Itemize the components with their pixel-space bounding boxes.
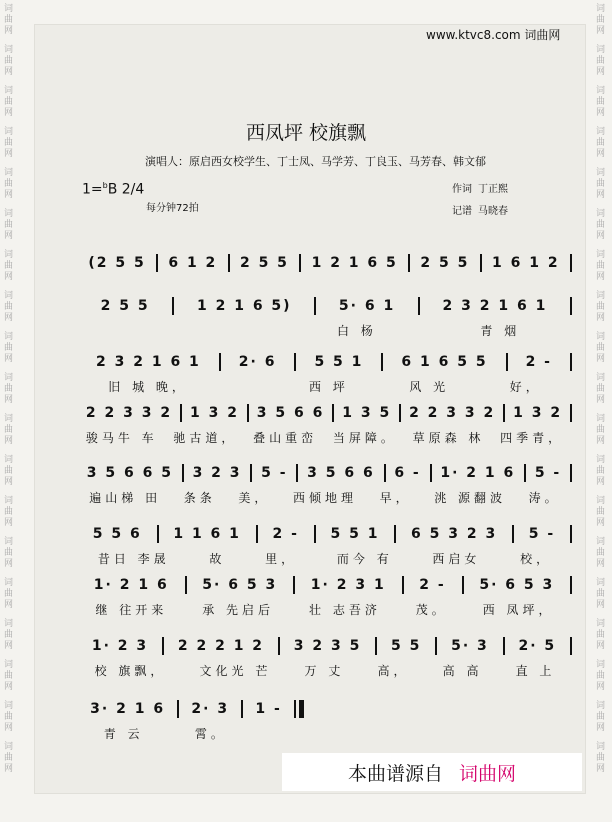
- measure: 5 5 6: [92, 526, 142, 542]
- watermark-cell: 词曲网: [4, 660, 14, 692]
- measure: 2 -: [525, 354, 552, 370]
- measure: 2 5 5: [420, 255, 470, 271]
- measure: 1· 2 3: [91, 638, 149, 654]
- watermark-cell: 词曲网: [4, 45, 14, 77]
- measure: 1 6 1 2: [492, 255, 560, 271]
- watermark-cell: 词曲网: [596, 455, 606, 487]
- watermark-cell: 词曲网: [596, 578, 606, 610]
- watermark-cell: 词曲网: [596, 250, 606, 282]
- measure: 5 -: [261, 465, 288, 481]
- score-line: [78, 296, 572, 338]
- lyric: 涛。: [528, 491, 561, 505]
- lyric: 美，: [238, 491, 271, 505]
- source-brand-link[interactable]: 词曲网: [459, 762, 517, 785]
- measure: 1· 2 1 6: [93, 577, 169, 593]
- lyric: 里，: [265, 552, 298, 566]
- measure: 3· 2 1 6: [90, 701, 166, 717]
- watermark-cell: 词曲网: [4, 127, 14, 159]
- watermark-cell: 词曲网: [4, 537, 14, 569]
- lyric: 西启女: [432, 552, 481, 566]
- measure: 2 2 3 3 2: [85, 405, 173, 421]
- watermark-cell: 词曲网: [4, 291, 14, 323]
- barline: [570, 404, 572, 422]
- watermark-cell: 词曲网: [596, 373, 606, 405]
- lyric: 青 云: [103, 727, 144, 741]
- lyric: 当屏障。: [332, 431, 397, 445]
- watermark-cell: 词曲网: [596, 168, 606, 200]
- measure: 1 2 1 6 5: [311, 255, 398, 271]
- measure: 2 5 5: [100, 298, 150, 314]
- lyric: [78, 322, 182, 338]
- watermark-cell: 词曲网: [4, 86, 14, 118]
- watermark-cell: 词曲网: [4, 619, 14, 651]
- lyric: [253, 725, 304, 741]
- score-line: [78, 524, 572, 566]
- measure: 2 5 5: [239, 255, 289, 271]
- score-line: [78, 463, 572, 505]
- barline: [294, 700, 296, 718]
- lyric: 白 杨: [336, 324, 377, 338]
- watermark-cell: 词曲网: [4, 4, 14, 36]
- watermark-cell: 词曲网: [596, 86, 606, 118]
- lyric: 西倾地理: [292, 491, 357, 505]
- measure: 1 2 1 6 5): [196, 298, 292, 314]
- site-url[interactable]: www.ktvc8.com 词曲网: [426, 28, 561, 42]
- lyric: 草原森 林: [412, 431, 485, 445]
- lyric: 继 往开来: [95, 603, 168, 617]
- measure: 2 3 2 1 6 1: [442, 298, 548, 314]
- lyric: 旧 城 晚，: [108, 380, 188, 394]
- source-label: 本曲谱源自: [347, 762, 443, 785]
- measure: 1 3 2: [513, 405, 563, 421]
- score-line: [78, 253, 572, 273]
- measure: 2 -: [419, 577, 446, 593]
- measure: 5 -: [534, 465, 562, 481]
- watermark-cell: 词曲网: [596, 414, 606, 446]
- lyric: 昔日 李晟: [97, 552, 170, 566]
- lyric: 西 坪: [308, 380, 349, 394]
- song-title: 西凤坪 校旗飘: [245, 122, 367, 144]
- measure: 3 5 6 6: [307, 465, 375, 481]
- watermark-cell: 词曲网: [596, 537, 606, 569]
- watermark-cell: 词曲网: [596, 291, 606, 323]
- watermark-cell: 词曲网: [4, 496, 14, 528]
- score-line: [78, 575, 572, 617]
- measure: 3 2 3 5: [293, 638, 362, 654]
- watermark-cell: 词曲网: [4, 455, 14, 487]
- final-barline: [299, 700, 304, 718]
- lyric: 风 光: [409, 380, 450, 394]
- measure: 2· 5: [518, 638, 557, 654]
- measure: 5· 6 5 3: [202, 577, 278, 593]
- lyric: 高 高: [442, 664, 483, 678]
- lyric: 直 上: [515, 664, 556, 678]
- measure: 3 2 3: [192, 465, 242, 481]
- watermark-cell: 词曲网: [596, 127, 606, 159]
- lyric: 故: [209, 552, 226, 566]
- lyric: 校 旗飘，: [94, 664, 167, 678]
- lyric: 叠山重峦: [253, 431, 318, 445]
- lyric: 青 烟: [480, 324, 521, 338]
- measure: 2 2 3 3 2: [409, 405, 496, 421]
- measure: 3 5 6 6: [256, 405, 325, 421]
- watermark-cell: 词曲网: [4, 701, 14, 733]
- measure: 5 5 1: [330, 526, 380, 542]
- measure: 6 1 6 5 5: [401, 354, 488, 370]
- lyric: 遍山梯 田: [89, 491, 162, 505]
- measure: 6 5 3 2 3: [411, 526, 498, 542]
- source-banner: [282, 753, 582, 791]
- watermark-cell: 词曲网: [4, 578, 14, 610]
- measure: 5 -: [528, 526, 556, 542]
- measure: 5· 6 5 3: [479, 577, 555, 593]
- lyric: 驰古道，: [173, 431, 238, 445]
- lyric: 茂。: [415, 603, 448, 617]
- watermark-cell: 词曲网: [4, 414, 14, 446]
- lyric: 承 先启后: [202, 603, 275, 617]
- lyric: 早，: [379, 491, 412, 505]
- measure: 1 -: [255, 701, 282, 717]
- barline: [570, 254, 572, 272]
- lyric: 四季青，: [500, 431, 565, 445]
- measure: 5 5: [391, 638, 422, 654]
- measure: 5· 3: [451, 638, 489, 654]
- watermark-cell: 词曲网: [596, 660, 606, 692]
- measure: 1 3 2: [189, 405, 239, 421]
- tempo: 每分钟72拍: [146, 203, 199, 214]
- measure: 1· 2 3 1: [310, 577, 386, 593]
- barline: [570, 464, 572, 482]
- measure: 1 3 5: [342, 405, 392, 421]
- measure: 6 1 2: [168, 255, 218, 271]
- lyric: 西 凤坪，: [482, 603, 555, 617]
- lyricist-credit: 作词 丁正熙: [452, 184, 508, 195]
- measure: 5 5 1: [314, 354, 364, 370]
- watermark-cell: 词曲网: [596, 701, 606, 733]
- lyric: 壮 志吾济: [309, 603, 381, 617]
- lyric: 校，: [520, 552, 553, 566]
- measure: 6 -: [394, 465, 421, 481]
- measure: 2 3 2 1 6 1: [95, 354, 201, 370]
- barline: [570, 637, 572, 655]
- watermark-cell: 词曲网: [596, 332, 606, 364]
- watermark-cell: 词曲网: [4, 250, 14, 282]
- watermark-cell: 词曲网: [596, 619, 606, 651]
- lyric: 霄。: [194, 727, 227, 741]
- measure: 2· 3: [191, 701, 230, 717]
- lyric: 文化光 芒: [199, 664, 272, 678]
- watermark-cell: 词曲网: [4, 742, 14, 774]
- watermark-cell: 词曲网: [596, 742, 606, 774]
- measure: 2 -: [272, 526, 299, 542]
- watermark-cell: 词曲网: [4, 373, 14, 405]
- measure: (2 5 5: [88, 255, 146, 271]
- lyric: 而今 有: [336, 552, 393, 566]
- lyric: 条条: [183, 491, 216, 505]
- lyric: [218, 378, 279, 394]
- lyric: 骏马牛 车: [85, 431, 158, 445]
- lyric: 万 丈: [304, 664, 345, 678]
- measure: 5· 6 1: [338, 298, 396, 314]
- watermark-cell: 词曲网: [596, 496, 606, 528]
- score-line: [78, 699, 304, 741]
- lyric: [182, 322, 286, 338]
- watermark-cell: 词曲网: [4, 209, 14, 241]
- measure: 1 1 6 1: [173, 526, 241, 542]
- watermark-cell: 词曲网: [596, 209, 606, 241]
- measure: 2· 6: [238, 354, 277, 370]
- barline: [570, 353, 572, 371]
- barline: [570, 576, 572, 594]
- measure: 2 2 2 1 2: [177, 638, 265, 654]
- score-line: [78, 352, 572, 394]
- score-line: [78, 636, 572, 678]
- lyric: 洮 源翻波: [434, 491, 507, 505]
- barline: [570, 297, 572, 315]
- watermark-cell: 词曲网: [4, 168, 14, 200]
- measure: 1· 2 1 6: [440, 465, 516, 481]
- performers: 演唱人：原启西女校学生、丁士凤、马学芳、丁良玉、马芳春、韩文郁: [145, 155, 486, 168]
- score-line: [78, 403, 572, 445]
- watermark-cell: 词曲网: [596, 45, 606, 77]
- transcriber-credit: 记谱 马晓春: [452, 206, 508, 217]
- barline: [570, 525, 572, 543]
- watermark-cell: 词曲网: [596, 4, 606, 36]
- lyric: 高，: [377, 664, 410, 678]
- measure: 3 5 6 6 5: [86, 465, 173, 481]
- key-signature: 1=$^b$B 2/4: [82, 181, 145, 198]
- lyric: 好，: [509, 380, 542, 394]
- watermark-cell: 词曲网: [4, 332, 14, 364]
